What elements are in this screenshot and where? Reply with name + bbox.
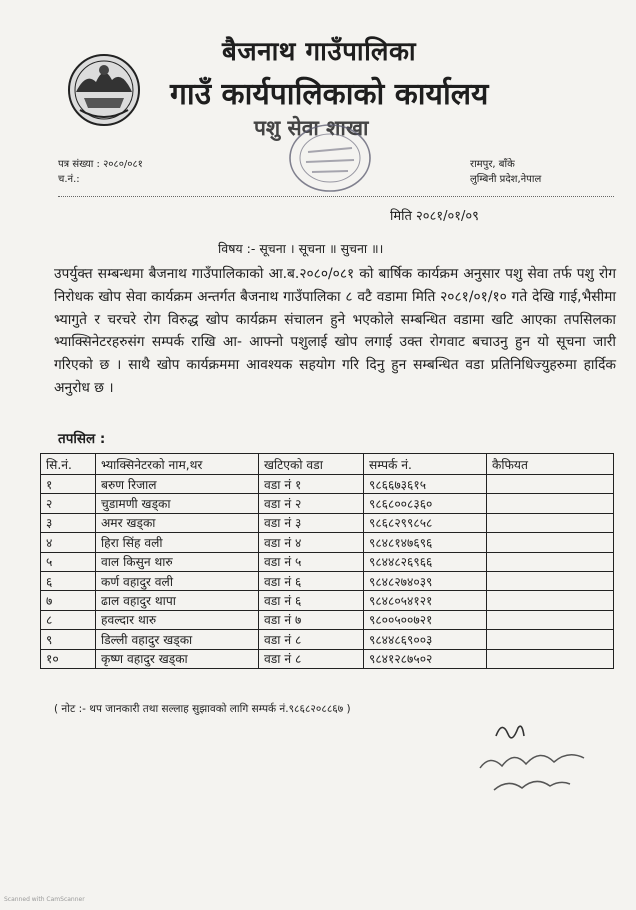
header-ward: खटिएको वडा: [259, 454, 364, 475]
cell-ward: वडा नं ४: [259, 533, 364, 552]
cell-remarks: [487, 552, 614, 571]
cell-contact: ९८६८००८३६०: [364, 494, 487, 513]
cell-contact: ९८६८२९९८५८: [364, 513, 487, 532]
cell-ward: वडा नं ८: [259, 649, 364, 668]
cell-name: वाल किसुन थारु: [96, 552, 259, 571]
handwritten-signature-icon: [466, 714, 596, 804]
cell-serial: १०: [41, 649, 96, 668]
table-row: [41, 591, 614, 610]
table-row: [41, 475, 614, 494]
notice-subject: विषय :- सूचना । सूचना ॥ सुचना ॥।: [218, 241, 384, 256]
cell-remarks: [487, 649, 614, 668]
header-name: भ्याक्सिनेटरको नाम,थर: [96, 454, 259, 475]
cell-contact: ९८४८०५४१२१: [364, 591, 487, 610]
dispatch-number: च.नं.:: [58, 174, 80, 185]
cell-ward: वडा नं ३: [259, 513, 364, 532]
cell-name: डिल्ली वहादुर खड्का: [96, 630, 259, 649]
cell-name: चुडामणी खड्का: [96, 494, 259, 513]
cell-serial: ८: [41, 610, 96, 629]
header-serial: सि.नं.: [41, 454, 96, 475]
scanner-watermark: Scanned with CamScanner: [4, 896, 85, 903]
cell-contact: ९८४४८२६९६६: [364, 552, 487, 571]
cell-ward: वडा नं ६: [259, 591, 364, 610]
cell-serial: ४: [41, 533, 96, 552]
cell-contact: ९८६६७३६१५: [364, 475, 487, 494]
header-remarks: कैफियत: [487, 454, 614, 475]
cell-contact: ९८४१२८७५०२: [364, 649, 487, 668]
cell-name: कृष्ण वहादुर खड्का: [96, 649, 259, 668]
cell-contact: ९८४४८६९००३: [364, 630, 487, 649]
vaccinator-table: [40, 453, 614, 669]
nepal-government-emblem-icon: [66, 52, 142, 128]
cell-remarks: [487, 571, 614, 590]
municipality-name: बैजनाथ गाउँपालिका: [222, 37, 417, 67]
cell-remarks: [487, 533, 614, 552]
cell-name: बरुण रिजाल: [96, 475, 259, 494]
cell-serial: ९: [41, 630, 96, 649]
cell-remarks: [487, 475, 614, 494]
cell-ward: वडा नं ६: [259, 571, 364, 590]
letter-number: पत्र संख्या : २०८०/०८१: [58, 159, 143, 170]
cell-name: ढाल वहादुर थापा: [96, 591, 259, 610]
table-row: [41, 533, 614, 552]
notice-date: मिति २०८१/०१/०९: [390, 209, 479, 224]
cell-contact: ९८००५००७२१: [364, 610, 487, 629]
cell-serial: ६: [41, 571, 96, 590]
address-line-1: रामपुर, बाँके: [470, 159, 515, 170]
table-row: [41, 571, 614, 590]
office-stamp-icon: [286, 122, 374, 194]
table-row: [41, 513, 614, 532]
table-row: [41, 494, 614, 513]
cell-name: हिरा सिंह वली: [96, 533, 259, 552]
branch-name: पशु सेवा शाखा: [254, 116, 369, 140]
office-name: गाउँ कार्यपालिकाको कार्यालय: [170, 77, 489, 112]
cell-name: अमर खड्का: [96, 513, 259, 532]
table-row: [41, 552, 614, 571]
cell-serial: ५: [41, 552, 96, 571]
cell-serial: १: [41, 475, 96, 494]
table-row: [41, 649, 614, 668]
notice-body: उपर्युक्त सम्बन्धमा बैजनाथ गाउँपालिकाको आ.ब.२०८०/०८१ को बार्षिक कार्यक्रम अनुसार पशु सेवा तर्फ पशु रोग निरोधक खोप सेवा कार्यक्रम अन्तर्गत बैजनाथ गाउँपालिका ८ वटै वडामा मिति २०८१/०१/१० गते देखि गाई,भैसीमा भ्यागुते र चरचरे रोग विरुद्ध खोप कार्यक्रम संचालन हुने भएकोले सम्बन्धित वडामा खटि आएका तपसिलका भ्याक्सिनेटरहरुसंग सम्पर्क राखि आ- आफ्नो पशुलाई खोप लगाई उक्त रोगवाट बचाउनु हुन यो सूचना जारी गरिएको छ । साथै खोप कार्यक्रममा आवश्यक सहयोग गरि दिनु हुन सम्बन्धित वडा प्रतिनिधिज्युहरुमा हार्दिक अनुरोध छ ।: [54, 266, 616, 396]
cell-ward: वडा नं २: [259, 494, 364, 513]
cell-ward: वडा नं ५: [259, 552, 364, 571]
cell-serial: ३: [41, 513, 96, 532]
cell-ward: वडा नं ७: [259, 610, 364, 629]
header-contact: सम्पर्क नं.: [364, 454, 487, 475]
cell-contact: ९८४८१४७६९६: [364, 533, 487, 552]
address-line-2: लुम्बिनी प्रदेश,नेपाल: [470, 174, 542, 185]
cell-remarks: [487, 591, 614, 610]
table-header-row: [41, 454, 614, 475]
cell-remarks: [487, 494, 614, 513]
cell-name: हवल्दार थारु: [96, 610, 259, 629]
cell-remarks: [487, 513, 614, 532]
cell-contact: ९८४८२७४०३९: [364, 571, 487, 590]
cell-name: कर्ण वहादुर वली: [96, 571, 259, 590]
cell-remarks: [487, 630, 614, 649]
cell-remarks: [487, 610, 614, 629]
cell-serial: २: [41, 494, 96, 513]
table-row: [41, 610, 614, 629]
cell-serial: ७: [41, 591, 96, 610]
cell-ward: वडा नं ८: [259, 630, 364, 649]
header-divider: [58, 196, 614, 197]
table-label: तपसिल :: [58, 431, 106, 447]
cell-ward: वडा नं १: [259, 475, 364, 494]
table-row: [41, 630, 614, 649]
contact-note: ( नोट :- थप जानकारी तथा सल्लाह सुझावको लागि सम्पर्क नं.९८६८२०८८६७ ): [54, 703, 351, 715]
